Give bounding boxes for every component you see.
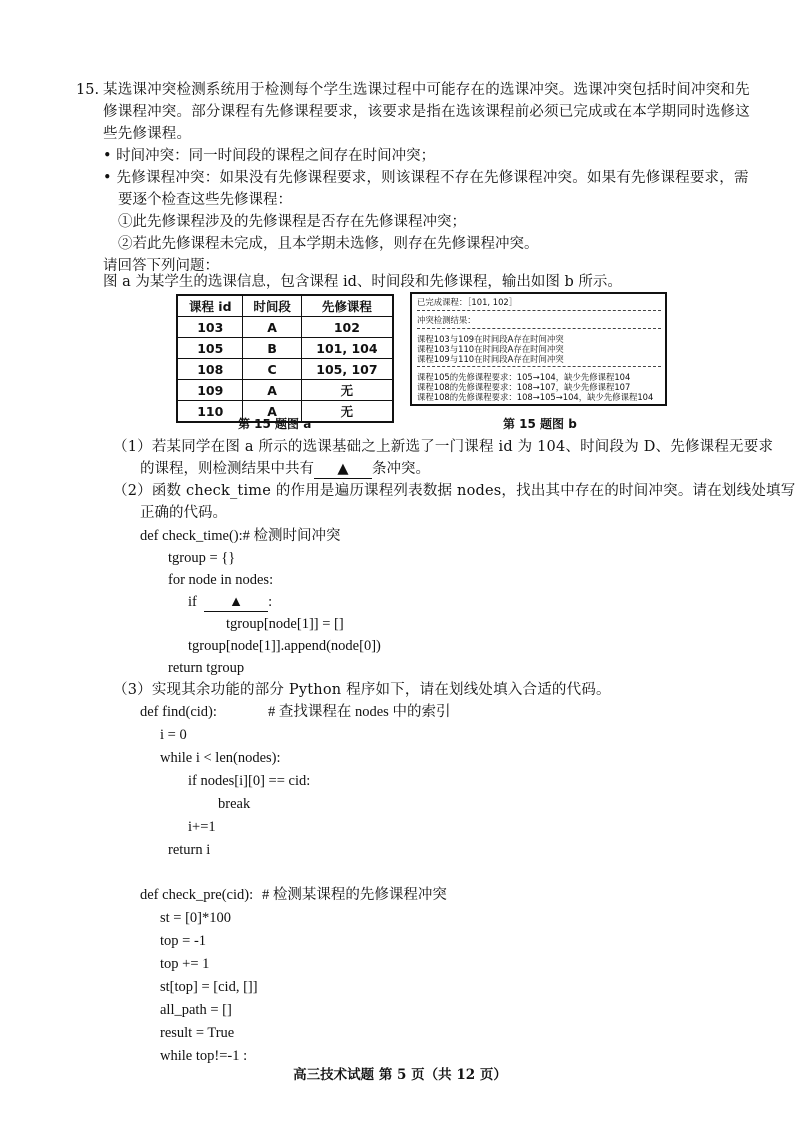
table-cell: 109 bbox=[177, 380, 243, 401]
header-prerequisite: 先修课程 bbox=[301, 295, 393, 317]
table-row bbox=[177, 359, 393, 380]
header-course-id: 课程 id bbox=[177, 295, 243, 317]
table-cell: A bbox=[243, 401, 301, 423]
table-cell: A bbox=[243, 380, 301, 401]
table-cell: 101, 104 bbox=[301, 338, 393, 359]
part2-line-2: 正确的代码。 bbox=[140, 505, 227, 521]
code-line: top = -1 bbox=[160, 933, 207, 949]
course-table bbox=[176, 294, 394, 423]
time-conflict-line: 课程109与110在时间段A存在时间冲突 bbox=[417, 354, 564, 364]
code-line: tgroup = {} bbox=[168, 550, 236, 566]
table-row bbox=[177, 380, 393, 401]
figure-intro: 图 a 为某学生的选课信息，包含课程 id、时间段和先修课程，输出如图 b 所示。 bbox=[103, 274, 622, 290]
bullet-time-conflict: • 时间冲突：同一时间段的课程之间存在时间冲突； bbox=[103, 148, 436, 164]
code-line: tgroup[node[1]] = [] bbox=[226, 616, 344, 632]
answer-blank[interactable]: ▲ bbox=[314, 460, 372, 479]
divider bbox=[417, 366, 661, 367]
code-line: return i bbox=[168, 842, 211, 858]
code-comment: # 查找课程在 nodes 中的索引 bbox=[268, 704, 451, 720]
table-cell: 102 bbox=[301, 317, 393, 338]
code-line: return tgroup bbox=[168, 660, 245, 676]
table-cell: A bbox=[243, 317, 301, 338]
bullet-pre-conflict-2: 要逐个检查这些先修课程： bbox=[118, 192, 292, 208]
part2-line-1: （2）函数 check_time 的作用是遍历课程列表数据 nodes，找出其中存在的时间冲突。请在划线处填写 bbox=[113, 483, 796, 499]
code-line: def find(cid): bbox=[140, 704, 217, 720]
code-line: i+=1 bbox=[188, 819, 216, 835]
code-line-if: if ▲ : bbox=[188, 594, 273, 610]
part3-line-1: （3）实现其余功能的部分 Python 程序如下，请在划线处填入合适的代码。 bbox=[113, 682, 611, 698]
code-line: while i < len(nodes): bbox=[160, 750, 281, 766]
part1-line-2: 的课程，则检测结果中共有 ▲ 条冲突。 bbox=[140, 461, 430, 477]
intro-line-3: 些先修课程。 bbox=[103, 126, 192, 142]
time-conflict-line: 课程103与110在时间段A存在时间冲突 bbox=[417, 344, 564, 354]
table-cell: 无 bbox=[301, 401, 393, 423]
table-cell: C bbox=[243, 359, 301, 380]
table-cell: B bbox=[243, 338, 301, 359]
bullet-pre-conflict-1: • 先修课程冲突：如果没有先修课程要求，则该课程不存在先修课程冲突。如果有先修课程要求，需 bbox=[103, 170, 749, 186]
table-cell: 无 bbox=[301, 380, 393, 401]
divider bbox=[417, 328, 661, 329]
code-line: all_path = [] bbox=[160, 1002, 232, 1018]
pre-conflict-line: 课程105的先修课程要求：105→104，缺少先修课程104 bbox=[417, 372, 631, 382]
code-line: st[top] = [cid, []] bbox=[160, 979, 258, 995]
code-line: if nodes[i][0] == cid: bbox=[188, 773, 311, 789]
code-line: for node in nodes: bbox=[168, 572, 274, 588]
page-footer: 高三技术试题 第 5 页（共 12 页） bbox=[293, 1067, 507, 1083]
code-comment: # 检测某课程的先修课程冲突 bbox=[262, 887, 447, 903]
intro-line-2: 修课程冲突。部分课程有先修课程要求，该要求是指在选该课程前必须已完成或在本学期同时选修这 bbox=[103, 104, 750, 120]
table-cell: 110 bbox=[177, 401, 243, 423]
figure-b-caption: 第 15 题图 b bbox=[503, 417, 577, 431]
code-line: while top!=-1 : bbox=[160, 1048, 248, 1064]
please-answer: 请回答下列问题： bbox=[103, 258, 219, 274]
pre-conflict-line: 课程108的先修课程要求：108→107，缺少先修课程107 bbox=[417, 382, 631, 392]
time-conflict-line: 课程103与109在时间段A存在时间冲突 bbox=[417, 334, 564, 344]
header-time-slot: 时间段 bbox=[243, 295, 301, 317]
output-panel bbox=[410, 292, 667, 406]
table-row bbox=[177, 338, 393, 359]
code-line: top += 1 bbox=[160, 956, 210, 972]
code-line: def check_time():# 检测时间冲突 bbox=[140, 528, 341, 544]
code-answer-blank[interactable]: ▲ bbox=[204, 593, 268, 612]
table-cell: 105, 107 bbox=[301, 359, 393, 380]
completed-courses: 已完成课程：［101, 102］ bbox=[417, 297, 518, 307]
table-cell: 103 bbox=[177, 317, 243, 338]
code-line: def check_pre(cid): bbox=[140, 887, 254, 903]
part1-line-1: （1）若某同学在图 a 所示的选课基础之上新选了一门课程 id 为 104、时间段为 D、先修课程无要求 bbox=[113, 439, 774, 455]
figure-a-caption: 第 15 题图 a bbox=[238, 417, 312, 431]
table-cell: 108 bbox=[177, 359, 243, 380]
pre-conflict-line: 课程108的先修课程要求：108→105→104，缺少先修课程104 bbox=[417, 392, 654, 402]
result-title: 冲突检测结果： bbox=[417, 315, 476, 325]
sub-rule-2: ②若此先修课程未完成，且本学期未选修，则存在先修课程冲突。 bbox=[118, 236, 539, 252]
code-line: st = [0]*100 bbox=[160, 910, 232, 926]
code-line: i = 0 bbox=[160, 727, 187, 743]
table-row bbox=[177, 317, 393, 338]
intro-line-1: 某选课冲突检测系统用于检测每个学生选课过程中可能存在的选课冲突。选课冲突包括时间冲突和先 bbox=[103, 82, 750, 98]
table-cell: 105 bbox=[177, 338, 243, 359]
code-line: tgroup[node[1]].append(node[0]) bbox=[188, 638, 381, 654]
code-line: result = True bbox=[160, 1025, 235, 1041]
code-line: break bbox=[218, 796, 251, 812]
divider bbox=[417, 310, 661, 311]
sub-rule-1: ①此先修课程涉及的先修课程是否存在先修课程冲突； bbox=[118, 214, 466, 230]
table-header-row bbox=[177, 295, 393, 317]
question-number: 15. bbox=[76, 82, 100, 98]
